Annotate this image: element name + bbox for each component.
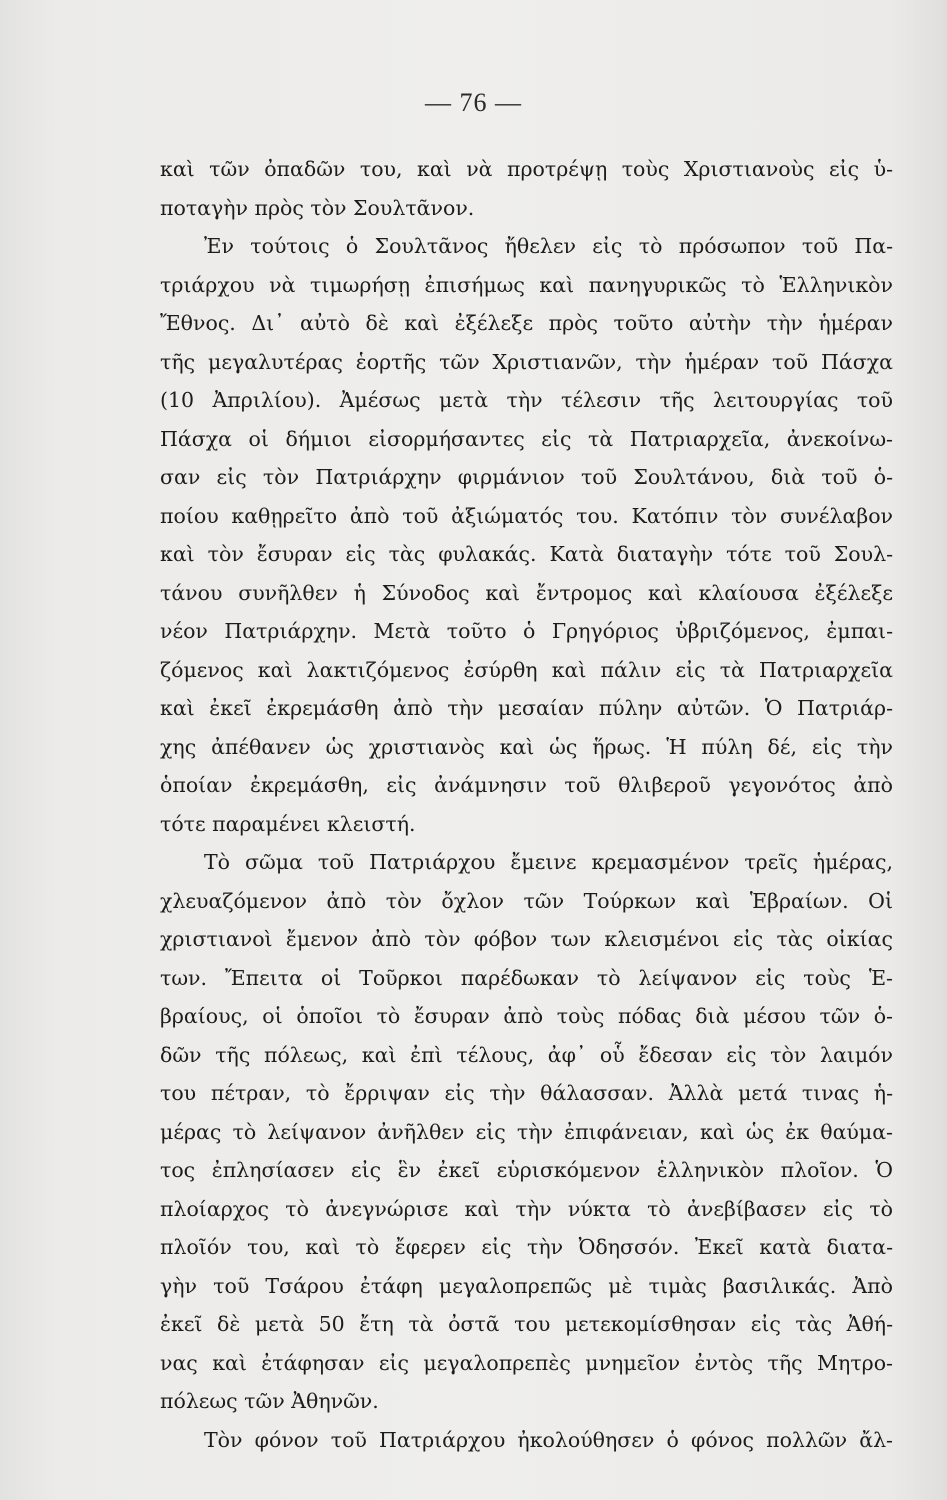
text-line: τότε παραμένει κλειστή. [160,811,416,836]
text-line: βραίους, οἱ ὁποῖοι τὸ ἔσυραν ἀπὸ τοὺς πόδας διὰ μέσου τῶν ὁ- [160,1004,893,1028]
text-line: σαν εἰς τὸν Πατριάρχην φιρμάνιον τοῦ Σουλτάνου, διὰ τοῦ ὁ- [160,465,893,489]
text-line: χριστιανοὶ ἔμενον ἀπὸ τὸν φόβον των κλεισμένοι εἰς τὰς οἰκίας [160,927,893,951]
text-line: χλευαζόμενον ἀπὸ τὸν ὄχλον τῶν Τούρκων καὶ Ἑβραίων. Οἱ [160,888,893,913]
text-line: των. Ἔπειτα οἱ Τοῦρκοι παρέδωκαν τὸ λείψανον εἰς τοὺς Ἑ- [160,965,893,990]
text-line: χης ἀπέθανεν ὡς χριστιανὸς καὶ ὡς ἥρως. Ἡ πύλη δέ, εἰς τὴν [160,734,893,759]
text-line: ζόμενος καὶ λακτιζόμενος ἐσύρθη καὶ πάλιν εἰς τὰ Πατριαρχεῖα [160,657,893,682]
text-line: Τὸν φόνον τοῦ Πατριάρχου ἠκολούθησεν ὁ φόνος πολλῶν ἄλ- [204,1427,893,1452]
text-line: πλοίαρχος τὸ ἀνεγνώρισε καὶ τὴν νύκτα τὸ ἀνεβίβασεν εἰς τὸ [160,1196,893,1221]
text-line: τριάρχου νὰ τιμωρήσῃ ἐπισήμως καὶ πανηγυρικῶς τὸ Ἑλληνικὸν [160,272,893,297]
text-line: καὶ τῶν ὀπαδῶν του, καὶ νὰ προτρέψῃ τοὺς Χριστιανοὺς εἰς ὑ- [160,157,893,181]
text-line: γὴν τοῦ Τσάρου ἐτάφη μεγαλοπρεπῶς μὲ τιμὰς βασιλικάς. Ἀπὸ [160,1273,893,1298]
text-line: (10 Ἀπριλίου). Ἀμέσως μετὰ τὴν τέλεσιν τῆς λειτουργίας τοῦ [160,388,893,412]
text-line: πλοῖόν του, καὶ τὸ ἔφερεν εἰς τὴν Ὀδησσόν. Ἐκεῖ κατὰ διατα- [160,1235,893,1259]
text-line: πόλεως τῶν Ἀθηνῶν. [160,1389,379,1413]
text-line: του πέτραν, τὸ ἔρριψαν εἰς τὴν θάλασσαν. Ἀλλὰ μετά τινας ἡ- [160,1081,893,1105]
text-line: νέον Πατριάρχην. Μετὰ τοῦτο ὁ Γρηγόριος ὑβριζόμενος, ἐμπαι- [160,619,893,643]
page-number: — 76 — [425,88,522,117]
text-line: ποταγὴν πρὸς τὸν Σουλτᾶνον. [160,195,475,220]
text-line: καὶ τὸν ἔσυραν εἰς τὰς φυλακάς. Κατὰ διαταγὴν τότε τοῦ Σουλ- [160,542,893,566]
text-line: Πάσχα οἱ δήμιοι εἰσορμήσαντες εἰς τὰ Πατριαρχεῖα, ἀνεκοίνω- [160,426,893,451]
text-line: τάνου συνῆλθεν ἡ Σύνοδος καὶ ἔντρομος καὶ κλαίουσα ἐξέλεξε [160,580,893,605]
text-line: ποίου καθῃρεῖτο ἀπὸ τοῦ ἀξιώματός του. Κατόπιν τὸν συνέλαβον [160,503,893,528]
text-line: ὁποίαν ἐκρεμάσθη, εἰς ἀνάμνησιν τοῦ θλιβεροῦ γεγονότος ἀπὸ [160,773,893,797]
text-line: νας καὶ ἐτάφησαν εἰς μεγαλοπρεπὲς μνημεῖον ἐντὸς τῆς Μητρο- [160,1350,893,1375]
text-line: τῆς μεγαλυτέρας ἑορτῆς τῶν Χριστιανῶν, τὴν ἡμέραν τοῦ Πάσχα [160,349,893,374]
text-line: μέρας τὸ λείψανον ἀνῆλθεν εἰς τὴν ἐπιφάνειαν, καὶ ὡς ἐκ θαύμα- [160,1119,893,1144]
text-line: τος ἐπλησίασεν εἰς ἓν ἐκεῖ εὑρισκόμενον ἑλληνικὸν πλοῖον. Ὁ [160,1158,893,1182]
text-line: Ἔθνος. Δι᾽ αὐτὸ δὲ καὶ ἐξέλεξε πρὸς τοῦτο αὐτὴν τὴν ἡμέραν [160,311,893,335]
text-line: Τὸ σῶμα τοῦ Πατριάρχου ἔμεινε κρεμασμένον τρεῖς ἡμέρας, [204,850,893,874]
text-line: Ἐν τούτοις ὁ Σουλτᾶνος ἤθελεν εἰς τὸ πρόσωπον τοῦ Πα- [204,234,893,258]
text-line: δῶν τῆς πόλεως, καὶ ἐπὶ τέλους, ἀφ᾽ οὗ ἔδεσαν εἰς τὸν λαιμόν [160,1042,893,1067]
body-text [160,150,893,1459]
text-line: ἐκεῖ δὲ μετὰ 50 ἔτη τὰ ὀστᾶ του μετεκομίσθησαν εἰς τὰς Ἀθή- [160,1312,893,1336]
text-line: καὶ ἐκεῖ ἐκρεμάσθη ἀπὸ τὴν μεσαίαν πύλην αὐτῶν. Ὁ Πατριάρ- [160,696,893,720]
